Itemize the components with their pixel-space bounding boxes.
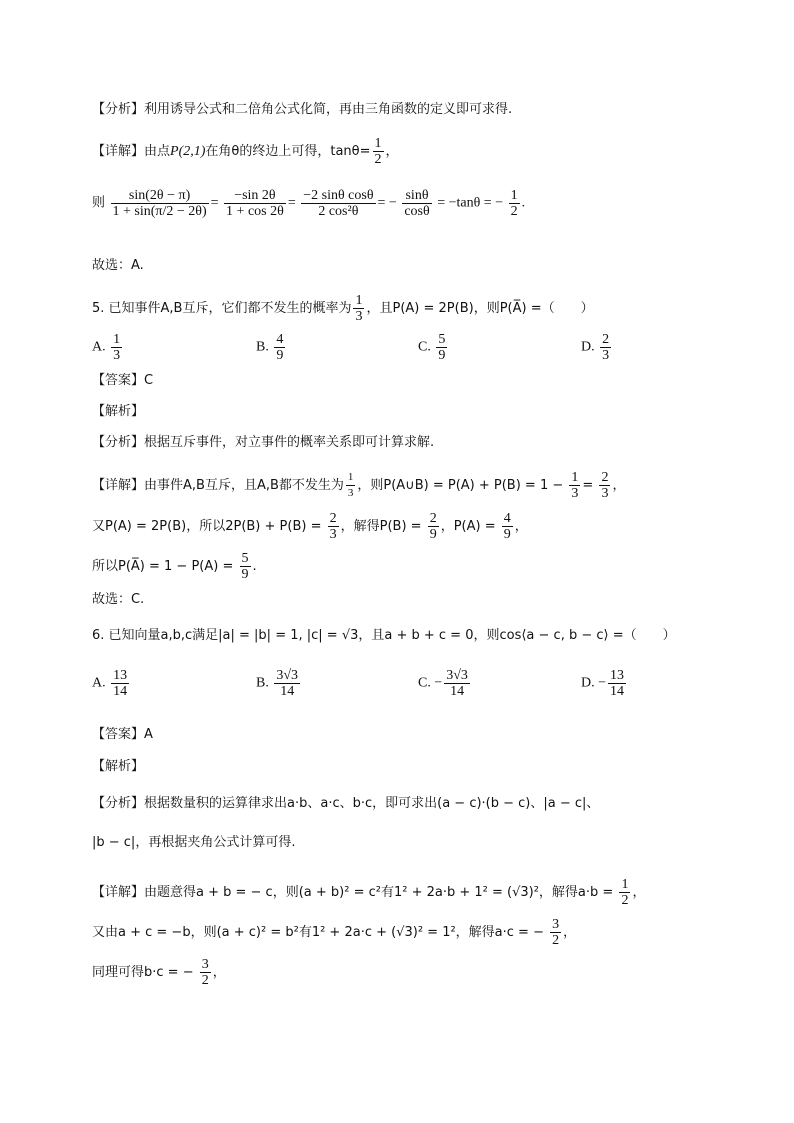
numerator: sinθ — [402, 188, 431, 204]
fraction-4 — [402, 188, 431, 219]
fraction-3 — [301, 188, 375, 219]
denominator: 9 — [241, 567, 249, 582]
sign: − — [598, 675, 607, 691]
fraction — [599, 470, 610, 501]
option-label: B. — [256, 339, 269, 355]
q6-option-d — [581, 668, 628, 699]
fraction — [619, 877, 630, 908]
numerator: 4 — [276, 332, 284, 347]
denominator: 3 — [329, 527, 337, 542]
text: 同理可得b·c = − — [92, 965, 194, 980]
denominator: 9 — [503, 527, 511, 542]
denominator: 1 + sin(π/2 − 2θ) — [112, 204, 207, 219]
text: 在角θ的终边上可得，tanθ= — [205, 144, 371, 159]
numerator: 5 — [241, 551, 249, 566]
fraction — [274, 332, 285, 363]
text: ，P(A) = — [440, 519, 496, 534]
denominator: 2 cos²θ — [318, 204, 359, 219]
denominator: 1 + cos 2θ — [226, 204, 284, 219]
denominator: 3 — [347, 487, 354, 499]
denominator: 9 — [276, 348, 284, 363]
denominator: 3 — [355, 309, 363, 324]
option-label: A. — [92, 675, 106, 691]
fraction — [346, 470, 356, 501]
detail-line-1 — [92, 136, 399, 167]
denominator: 2 — [374, 152, 382, 167]
text: ， — [212, 965, 226, 980]
jiexi-6: 【解析】 — [92, 759, 145, 774]
detail-6-line-3 — [92, 957, 226, 988]
denominator: 3 — [601, 486, 609, 501]
numerator: 2 — [602, 332, 610, 347]
analysis-text: 【分析】利用诱导公式和二倍角公式化简，再由三角函数的定义即可求得. — [92, 102, 513, 117]
text: ，且P(A) = 2P(B)，则P(A̅) =（ ） — [366, 301, 594, 316]
point-label: P(2,1) — [170, 144, 206, 159]
denominator: 3 — [602, 348, 610, 363]
denominator: 9 — [429, 527, 437, 542]
detail-6-line-1 — [92, 877, 645, 908]
text: = — [582, 478, 594, 493]
denominator: 3 — [113, 348, 121, 363]
denominator: 2 — [201, 973, 209, 988]
numerator: 1 — [510, 188, 518, 203]
q6-option-c — [418, 668, 472, 699]
option-label: C. — [418, 675, 431, 691]
fraction — [111, 332, 122, 363]
denominator: 2 — [552, 933, 560, 948]
analysis-6-cont: |b − c|，再根据夹角公式计算可得. — [92, 835, 296, 850]
text: . — [252, 559, 257, 574]
numerator: 3 — [201, 957, 209, 972]
text: ， — [612, 478, 626, 493]
text: 则 — [92, 195, 106, 211]
analysis-6: 【分析】根据数量积的运算律求出a·b、a·c、b·c，即可求出(a − c)·(b − c)、|a − c|、 — [92, 796, 600, 811]
numerator: 13 — [610, 668, 625, 683]
detail-6-line-2 — [92, 917, 576, 948]
option-label: D. — [581, 339, 595, 355]
fraction — [328, 511, 339, 542]
fraction-5 — [509, 188, 520, 219]
answer-5: 【答案】C — [92, 373, 154, 388]
fraction — [111, 668, 129, 699]
fraction — [200, 957, 211, 988]
fraction — [502, 511, 513, 542]
choice-text: 故选：A. — [92, 258, 144, 273]
fraction-1 — [111, 188, 209, 219]
denominator: 2 — [510, 204, 518, 219]
numerator: 13 — [113, 668, 128, 683]
numerator: 1 — [621, 877, 629, 892]
numerator: 1 — [355, 293, 363, 308]
denominator: 3 — [571, 486, 579, 501]
numerator: sin(2θ − π) — [111, 188, 209, 204]
detail-5-line-2 — [92, 511, 528, 542]
text: 5. 已知事件A,B互斥，它们都不发生的概率为 — [92, 301, 352, 316]
detail-5-line-3 — [92, 551, 257, 582]
text: 又P(A) = 2P(B)，所以2P(B) + P(B) = — [92, 519, 322, 534]
denominator: 9 — [438, 348, 446, 363]
option-label: A. — [92, 339, 106, 355]
fraction — [240, 551, 251, 582]
text: ，解得P(B) = — [340, 519, 422, 534]
option-label: B. — [256, 675, 269, 691]
numerator: 2 — [601, 470, 609, 485]
numerator: 1 — [374, 136, 382, 151]
numerator: 3√3 — [276, 668, 299, 683]
analysis-5: 【分析】根据互斥事件，对立事件的概率关系即可计算求解. — [92, 435, 435, 450]
question-5 — [92, 293, 594, 324]
q5-option-b — [256, 332, 287, 363]
denominator: 14 — [280, 684, 295, 699]
denominator: 14 — [610, 684, 625, 699]
question-6: 6. 已知向量a,b,c满足|a| = |b| = 1, |c| = √3，且a + b + c = 0，则cos⟨a − c, b − c⟩ =（ ） — [92, 628, 676, 643]
fraction — [569, 470, 580, 501]
numerator: 2 — [429, 511, 437, 526]
equation-line: 则 $\frac{\sin(2\theta - \pi)}{1 + \sin(\pi/2 - 2\theta)}$ = $\frac{-\sin 2\theta}{1 + \cos 2\theta}$ = $\frac{\text{−2 sinθ cosθ}}{\text{2 cos²θ}}$ = − $\frac{\sin\theta}{\cos\theta}$ = −tanθ = − $\frac{1}{2}$ . — [92, 188, 526, 219]
fraction — [550, 917, 561, 948]
numerator: 4 — [503, 511, 511, 526]
fraction — [436, 332, 447, 363]
jiexi-5: 【解析】 — [92, 404, 145, 419]
choice-5: 故选：C. — [92, 592, 145, 607]
denominator: cosθ — [404, 204, 430, 219]
q6-option-a — [92, 668, 131, 699]
numerator: 3√3 — [446, 668, 468, 683]
answer-6: 【答案】A — [92, 727, 153, 742]
q5-option-a — [92, 332, 124, 363]
text: ， — [563, 925, 577, 940]
numerator: −2 sinθ cosθ — [303, 188, 374, 203]
numerator: 1 — [571, 470, 579, 485]
fraction — [444, 668, 470, 699]
q6-option-b — [256, 668, 302, 699]
fraction — [428, 511, 439, 542]
text: ， — [385, 144, 399, 159]
q5-option-c — [418, 332, 449, 363]
option-label: C. — [418, 339, 431, 355]
text: = −tanθ = − — [437, 195, 504, 211]
numerator: 1 — [113, 332, 121, 347]
fraction — [373, 136, 384, 167]
denominator: 14 — [450, 684, 465, 699]
fraction-2 — [224, 188, 286, 219]
option-label: D. — [581, 675, 595, 691]
numerator: 5 — [438, 332, 446, 347]
fraction — [608, 668, 626, 699]
denominator: 2 — [621, 893, 629, 908]
numerator: 2 — [329, 511, 337, 526]
text: 所以P(A̅) = 1 − P(A) = — [92, 559, 234, 574]
numerator: −sin 2θ — [224, 188, 286, 204]
fraction — [353, 293, 364, 324]
text: ，则P(A∪B) = P(A) + P(B) = 1 − — [357, 478, 564, 493]
numerator: 1 — [346, 470, 356, 486]
sign: − — [434, 675, 443, 691]
q5-option-d — [581, 332, 613, 363]
fraction — [274, 668, 300, 699]
text: 【详解】由点 — [92, 144, 171, 159]
numerator: 3 — [552, 917, 560, 932]
fraction — [600, 332, 611, 363]
detail-5-line-1 — [92, 470, 625, 501]
text: ， — [514, 519, 528, 534]
denominator: 14 — [113, 684, 128, 699]
text: 又由a + c = −b，则(a + c)² = b²有1² + 2a·c + (√3)² = 1²，解得a·c = − — [92, 925, 544, 940]
text: ， — [632, 885, 646, 900]
text: 【详解】由事件A,B互斥，且A,B都不发生为 — [92, 478, 344, 493]
text: 【详解】由题意得a + b = − c，则(a + b)² = c²有1² + 2a·b + 1² = (√3)²，解得a·b = — [92, 885, 614, 900]
